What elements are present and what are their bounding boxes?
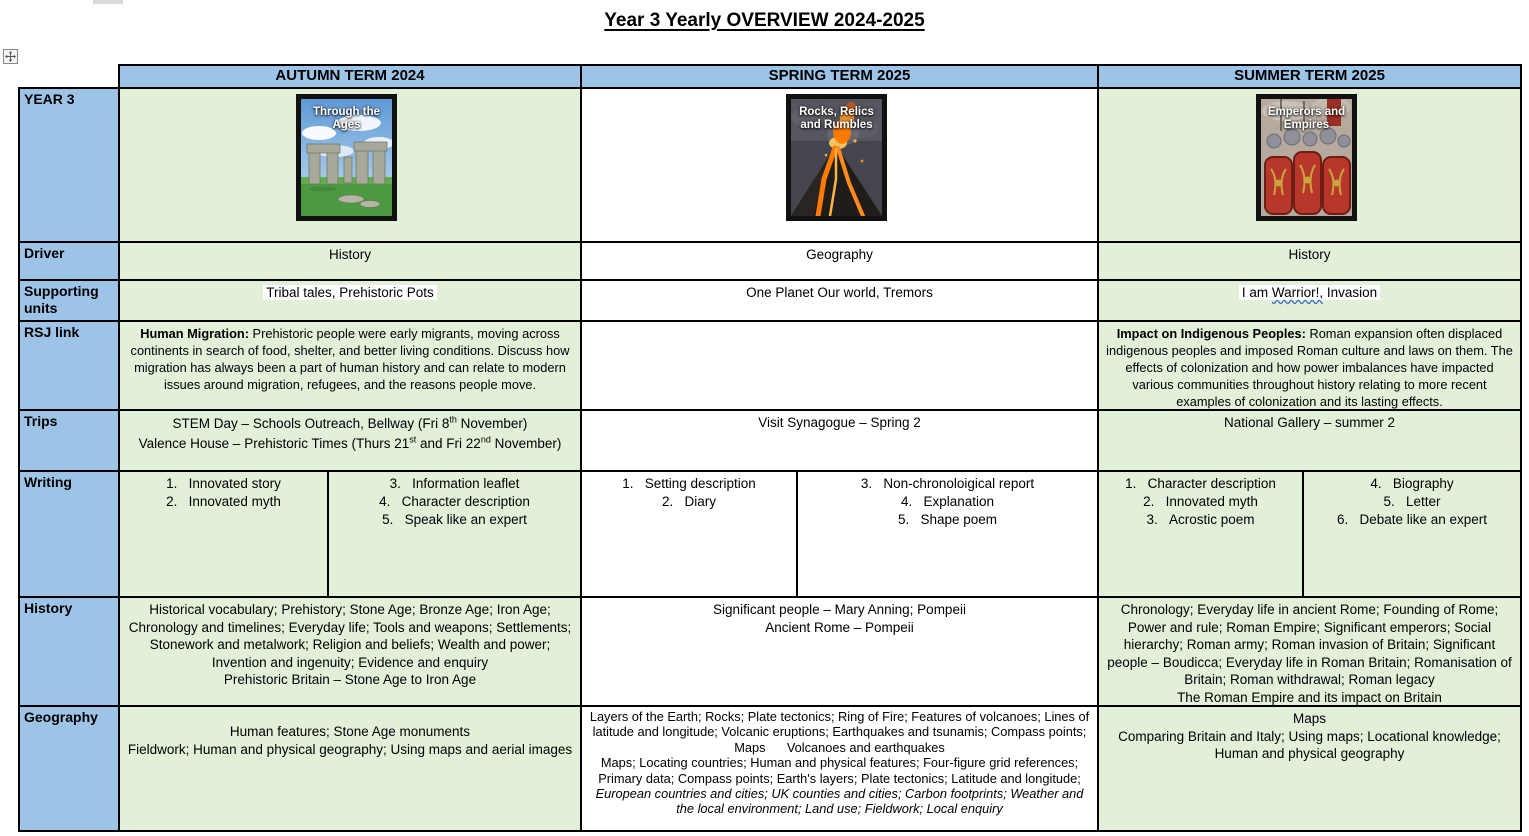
row-label-history: History [18,596,120,707]
writing-item: 1. Innovated story [166,476,281,491]
writing-item: 5. Speak like an expert [382,512,527,527]
spring-topic-title: Rocks, Relics and Rumbles [799,106,874,131]
highlighted-text: I am Warrior!, Invasion [1239,285,1380,300]
writing-item: 1. Setting description [622,476,756,491]
writing-item: 5. Shape poem [897,512,998,527]
row-label-supporting-units: Supporting units [18,279,120,322]
cropped-ui-artifact [93,0,123,4]
writing-item: 2. Diary [661,494,716,509]
writing-item: 4. Character description [379,494,530,509]
four-way-arrow-icon [5,51,16,62]
cell-spring-writing-left [580,470,798,598]
cell-summer-trips: National Gallery – summer 2 [1097,409,1522,472]
autumn-topic-cover-image [296,94,397,221]
italic-text: European countries and cities; UK counties and cities; Carbon footprints; Weather and the local environment; Land use; Fieldwork; Local enquiry [595,786,1084,817]
cell-spring-rsj-link [580,320,1099,411]
autumn-topic-title: Through the Ages [312,106,381,131]
cell-autumn-geography: Human features; Stone Age monuments Fieldwork; Human and physical geography; Using maps and aerial images [118,705,582,832]
writing-item: 5. Letter [1383,494,1441,509]
writing-item: 4. Biography [1370,476,1454,491]
writing-item: 3. Acrostic poem [1146,512,1255,527]
cell-summer-driver: History [1097,241,1522,281]
summer-topic-cover-image [1256,94,1357,221]
cell-autumn-writing-left [118,470,329,598]
row-label-trips: Trips [18,409,120,472]
cell-summer-writing-right [1302,470,1522,598]
cell-spring-geography: Layers of the Earth; Rocks; Plate tectonics; Ring of Fire; Features of volcanoes; Lines of latitude and longitude; Volcanic eruptions; Earthquakes and tsunamis; Compass points; Maps Volcanoes and earthquakes Maps; Locating countries; Human and physical features; Four-figure grid references; Primary data; Compass points; Earth's layers; Plate tectonics; Latitude and longitude; European countries and cities; UK counties and cities; Carbon footprints; Weather and the local environment; Land use; Fieldwork; Local enquiry [580,705,1099,832]
cell-autumn-history: Historical vocabulary; Prehistory; Stone Age; Bronze Age; Iron Age; Chronology and timelines; Everyday life; Tools and weapons; Settlements; Stonework and metalwork; Religion and beliefs; Wealth and power; Invention and ingenuity; Evidence and enquiry Prehistoric Britain – Stone Age to Iron Age [118,596,582,707]
cell-spring-trips: Visit Synagogue – Spring 2 [580,409,1099,472]
writing-item: 3. Information leaflet [389,476,520,491]
cell-autumn-supporting-units [118,279,582,322]
writing-item: 4. Explanation [900,494,995,509]
spring-topic-cover-image [786,94,887,221]
row-label-writing: Writing [18,470,120,598]
writing-item: 2. Innovated myth [166,494,281,509]
col-header-spring: SPRING TERM 2025 [580,64,1099,89]
row-label-geography: Geography [18,705,120,832]
cell-autumn-trips: STEM Day – Schools Outreach, Bellway (Fri 8th November) Valence House – Prehistoric Times (Thurs 21st and Fri 22nd November) [118,409,582,472]
summer-topic-title: Emperors and Empires [1267,106,1346,131]
row-label-rsj-link: RSJ link [18,320,120,411]
highlighted-text: Tribal tales, Prehistoric Pots [263,285,437,300]
cell-autumn-rsj-link: Human Migration: Prehistoric people were early migrants, moving across continents in search of food, shelter, and better living conditions. Discuss how migration has always been a part of human history and can relate to modern issues around migration, refugees, and the reasons people move. [118,320,582,411]
cell-spring-supporting-units: One Planet Our world, Tremors [580,279,1099,322]
page-title: Year 3 Yearly OVERVIEW 2024-2025 [604,10,925,31]
col-header-summer: SUMMER TERM 2025 [1097,64,1522,89]
grammar-flagged-text: Warrior!, [1271,285,1324,300]
cell-spring-history: Significant people – Mary Anning; Pompeii Ancient Rome – Pompeii [580,596,1099,707]
writing-item: 2. Innovated myth [1143,494,1258,509]
col-header-autumn: AUTUMN TERM 2024 [118,64,582,89]
cell-summer-geography: Maps Comparing Britain and Italy; Using maps; Locational knowledge; Human and physical geography [1097,705,1522,832]
row-label-year3: YEAR 3 [18,87,120,243]
writing-item: 6. Debate like an expert [1336,512,1488,527]
writing-item: 3. Non-chronoloigical report [860,476,1035,491]
cell-summer-history: Chronology; Everyday life in ancient Rome; Founding of Rome; Power and rule; Roman Empire; Significant emperors; Social hierarchy; Roman army; Roman invasion of Britain; Significant people – Boudicca; Everyday life in Roman Britain; Romanisation of Britain; Roman withdrawal; Roman legacy The Roman Empire and its impact on Britain [1097,596,1522,707]
cell-summer-rsj-link: Impact on Indigenous Peoples: Roman expansion often displaced indigenous peoples and imposed Roman culture and laws on them. The effects of colonization and how power imbalances have impacted various communities throughout history relating to more recent examples of colonization and its lasting effects. [1097,320,1522,411]
cell-summer-supporting-units [1097,279,1522,322]
cell-spring-writing-right [796,470,1099,598]
cell-autumn-writing-right [327,470,582,598]
table-move-handle-icon[interactable] [3,49,18,64]
writing-item: 1. Character description [1125,476,1276,491]
cell-spring-driver: Geography [580,241,1099,281]
cell-autumn-driver: History [118,241,582,281]
row-label-driver: Driver [18,241,120,281]
cell-summer-writing-left [1097,470,1304,598]
